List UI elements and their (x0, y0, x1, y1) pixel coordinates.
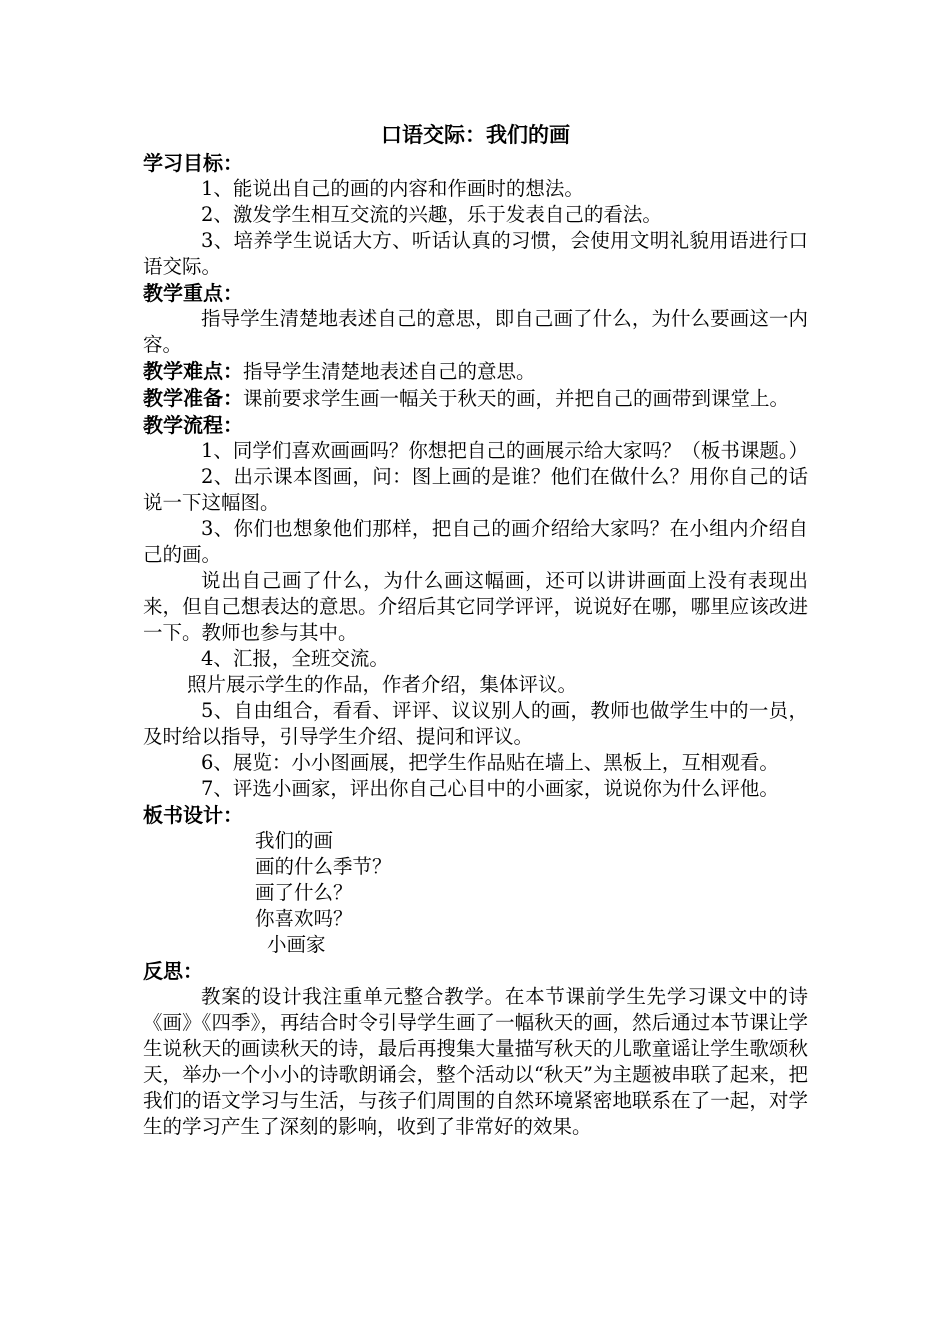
board-line: 小画家 (267, 933, 326, 956)
reflection-text: 教案的设计我注重单元整合教学。在本节课前学生先学习课文中的诗《画》《四季》，再结合时令引导学生画了一幅秋天的画，然后通过本节课让学生说秋天的画读秋天的诗，最后再搜集大量描写秋天的儿歌童谣让学生歌颂秋天，举办一个小小的诗歌朗诵会，整个活动以“秋天”为主题被串联了起来，把我们的语文学习与生活，与孩子们周围的自然环境紧密地联系在了一起，对学生的学习产生了深刻的影响，收到了非常好的效果。 (143, 985, 808, 1138)
goal-item: 3、培养学生说话大方、听话认真的习惯，会使用文明礼貌用语进行口语交际。 (143, 229, 808, 278)
board-heading: 板书设计： (143, 803, 243, 827)
board-design (143, 828, 808, 958)
board-line: 你喜欢吗？ (255, 907, 353, 930)
process-step: 2、出示课本图画，问：图上画的是谁？他们在做什么？用你自己的话说一下这幅图。 (143, 465, 808, 514)
process-heading: 教学流程： (143, 413, 243, 437)
goals-heading: 学习目标： (143, 151, 243, 175)
process-step: 照片展示学生的作品，作者介绍，集体评议。 (187, 673, 578, 696)
document-page (143, 118, 808, 1140)
process-step: 6、展览：小小图画展，把学生作品贴在墙上、黑板上，互相观看。 (201, 751, 779, 774)
goal-item: 1、能说出自己的画的内容和作画时的想法。 (201, 177, 584, 200)
difficulty-text: 指导学生清楚地表述自己的意思。 (243, 360, 536, 383)
prep-row (143, 385, 808, 412)
process-step: 5、自由组合，看看、评评、议议别人的画，教师也做学生中的一员，及时给以指导，引导学生介绍、提问和评议。 (143, 699, 808, 748)
board-line: 画的什么季节？ (255, 855, 392, 878)
process-step: 1、同学们喜欢画画吗？你想把自己的画展示给大家吗？（板书课题。） (201, 439, 809, 462)
board-line: 我们的画 (255, 829, 334, 852)
process-step: 4、汇报，全班交流。 (201, 647, 389, 670)
reflection-heading: 反思： (143, 959, 203, 983)
difficulty-heading: 教学难点： (143, 359, 243, 383)
process-step: 7、评选小画家，评出你自己心目中的小画家，说说你为什么评他。 (201, 777, 779, 800)
prep-text: 课前要求学生画一幅关于秋天的画，并把自己的画带到课堂上。 (243, 387, 790, 410)
process-step: 说出自己画了什么，为什么画这幅画，还可以讲讲画面上没有表现出来，但自己想表达的意思。介绍后其它同学评评，说说好在哪，哪里应该改进一下。教师也参与其中。 (143, 569, 808, 644)
prep-heading: 教学准备： (143, 386, 243, 410)
goal-item: 2、激发学生相互交流的兴趣，乐于发表自己的看法。 (201, 203, 662, 226)
focus-text: 指导学生清楚地表述自己的意思，即自己画了什么，为什么要画这一内容。 (143, 307, 808, 356)
page-title: 口语交际：我们的画 (381, 122, 570, 147)
process-step: 3、你们也想象他们那样，把自己的画介绍给大家吗？在小组内介绍自己的画。 (143, 517, 808, 566)
difficulty-row (143, 358, 808, 385)
focus-heading: 教学重点： (143, 281, 243, 305)
board-line: 画了什么？ (255, 881, 353, 904)
